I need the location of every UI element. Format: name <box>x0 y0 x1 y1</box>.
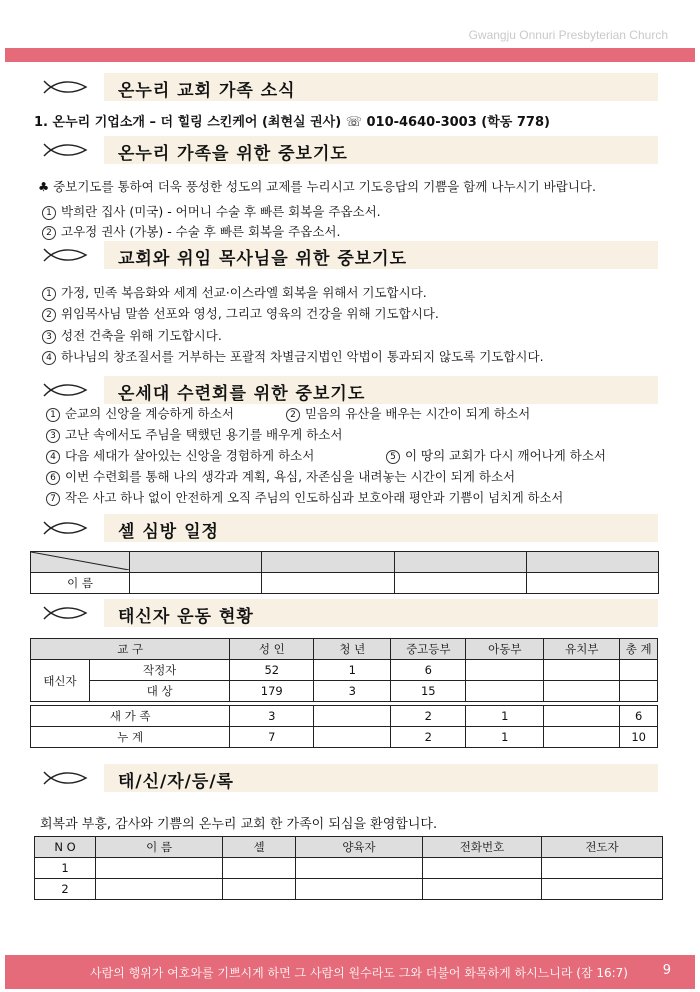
section-header-family-news <box>36 73 658 101</box>
item-number: 1 <box>42 206 56 220</box>
row-label: 누 계 <box>31 727 230 748</box>
table-header-cell <box>262 552 394 573</box>
table-cell <box>262 573 394 594</box>
table-header-cell: 셀 <box>223 837 296 858</box>
table-cell: 52 <box>230 660 314 681</box>
item-number: 4 <box>46 450 60 464</box>
table-header-cell <box>130 552 262 573</box>
phone-cell <box>423 879 542 900</box>
family-prayer-intro: ♣ 중보기도를 통하여 더욱 풍성한 성도의 교제를 누리시고 기도응답의 기쁨을 함께 나누시기 바랍니다. <box>38 179 596 194</box>
item-text: 하나님의 창조질서를 거부하는 포괄적 차별금지법인 악법이 통과되지 않도록 기도합시다. <box>61 349 544 364</box>
church-prayer-item <box>42 326 222 344</box>
cell-cell <box>223 879 296 900</box>
table-cell: 7 <box>230 727 314 748</box>
item-text: 이번 수련회를 통해 나의 생각과 계획, 욕심, 자존심을 내려놓는 시간이 되게 하소서 <box>65 469 516 484</box>
item-number: 2 <box>42 308 56 322</box>
ichthys-fish-icon <box>42 605 88 621</box>
table-header-cell: 중고등부 <box>391 639 466 660</box>
item-number: 3 <box>42 330 56 344</box>
item-number: 2 <box>42 226 56 240</box>
ichthys-fish-icon <box>42 520 88 536</box>
item-text: 믿음의 유산을 배우는 시간이 되게 하소서 <box>305 406 531 421</box>
section-title: 교회와 위임 목사님을 위한 중보기도 <box>118 249 408 269</box>
section-title: 태신자 운동 현황 <box>118 607 254 627</box>
table-cell: 179 <box>230 681 314 702</box>
table-header-cell: 전도자 <box>542 837 663 858</box>
section-title: 태/신/자/등/록 <box>118 772 234 792</box>
item-text: 성전 건축을 위해 기도합시다. <box>61 328 222 343</box>
table-header-cell: 아동부 <box>466 639 544 660</box>
table-cell <box>314 706 391 727</box>
table-cell: 2 <box>391 706 466 727</box>
church-prayer-item <box>42 304 439 322</box>
table-cell <box>314 727 391 748</box>
item-number: 6 <box>46 471 60 485</box>
table-cell: 15 <box>391 681 466 702</box>
table-cell: 1 <box>466 727 544 748</box>
family-news-item: 1. 온누리 기업소개 – 더 힐링 스킨케어 (최현실 권사) ☏ 010-4640-3003 (학동 778) <box>34 115 550 130</box>
name-cell <box>96 858 223 879</box>
table-header-cell: 총 계 <box>620 639 658 660</box>
item-text: 이 땅의 교회가 다시 깨어나게 하소서 <box>405 448 606 463</box>
retreat-prayer-item <box>46 446 314 464</box>
row-label: 대 상 <box>90 681 230 702</box>
table-cell: 1 <box>466 706 544 727</box>
mentor-cell <box>296 879 423 900</box>
church-name: Gwangju Onnuri Presbyterian Church <box>468 28 668 42</box>
evangelist-cell <box>542 858 663 879</box>
family-prayer-item <box>42 202 381 220</box>
item-text: 위임목사님 말씀 선포와 영성, 그리고 영육의 건강을 위해 기도합시다. <box>61 306 439 321</box>
row-number: 1 <box>35 858 96 879</box>
section-header-family-prayer <box>36 136 658 164</box>
welcome-message: 회복과 부흥, 감사와 기쁨의 온누리 교회 한 가족이 되심을 환영합니다. <box>40 817 438 832</box>
table-header-cell <box>526 552 658 573</box>
footer-verse: 사람의 행위가 여호와를 기쁘시게 하면 그 사람의 원수라도 그와 더불어 화목하게 하시느니라 (잠 16:7) <box>90 966 628 980</box>
table-header-cell <box>394 552 526 573</box>
retreat-prayer-item <box>46 425 342 443</box>
table-cell: 3 <box>230 706 314 727</box>
table-cell <box>394 573 526 594</box>
phone-cell <box>423 858 542 879</box>
item-text: 다음 세대가 살아있는 신앙을 경험하게 하소서 <box>65 448 315 463</box>
retreat-prayer-item <box>46 488 563 506</box>
table-cell: 6 <box>391 660 466 681</box>
item-number: 1 <box>42 287 56 301</box>
section-header-retreat-prayer <box>36 376 658 404</box>
row-number: 2 <box>35 879 96 900</box>
item-text: 작은 사고 하나 없이 안전하게 오직 주님의 인도하심과 보호아래 평안과 기쁨이 넘치게 하소서 <box>65 491 564 505</box>
item-number: 2 <box>286 408 300 422</box>
table-cell <box>544 681 620 702</box>
item-number: 1 <box>46 408 60 422</box>
table-cell <box>526 573 658 594</box>
table-cell: 6 <box>620 706 658 727</box>
ichthys-fish-icon <box>42 770 88 786</box>
table-cell <box>466 681 544 702</box>
section-title: 온누리 교회 가족 소식 <box>118 81 296 101</box>
row-label: 이 름 <box>31 573 130 594</box>
ichthys-fish-icon <box>42 79 88 95</box>
group-label: 태신자 <box>31 660 90 702</box>
ichthys-fish-icon <box>42 247 88 263</box>
item-text: 고우정 권사 (가봉) - 수술 후 빠른 회복을 주옵소서. <box>61 224 341 239</box>
table-cell: 2 <box>391 727 466 748</box>
table-cell <box>620 681 658 702</box>
diagonal-line <box>31 552 129 570</box>
row-label: 작정자 <box>90 660 230 681</box>
item-text: 박희란 집사 (미국) - 어머니 수술 후 빠른 회복을 주옵소서. <box>61 204 381 219</box>
table-cell <box>544 727 620 748</box>
table-cell <box>130 573 262 594</box>
section-header-cell-visit <box>36 514 658 542</box>
item-text: 순교의 신앙을 계승하게 하소서 <box>65 406 234 421</box>
footer-bar <box>5 955 695 989</box>
retreat-prayer-item <box>46 404 234 422</box>
ichthys-fish-icon <box>42 382 88 398</box>
table-cell <box>466 660 544 681</box>
table-cell <box>620 660 658 681</box>
retreat-prayer-item <box>46 467 515 485</box>
family-prayer-item <box>42 222 340 240</box>
table-cell <box>544 706 620 727</box>
retreat-prayer-item <box>386 446 606 464</box>
table-header-cell: 유치부 <box>544 639 620 660</box>
cell-cell <box>223 858 296 879</box>
item-number: 7 <box>46 492 60 506</box>
table-cell: 1 <box>314 660 391 681</box>
table-header-cell: 전화번호 <box>423 837 542 858</box>
section-header-church-prayer <box>36 241 658 269</box>
item-number: 4 <box>42 351 56 365</box>
table-header-cell: 이 름 <box>96 837 223 858</box>
table-cell: 3 <box>314 681 391 702</box>
section-title: 셀 심방 일정 <box>118 522 219 542</box>
status-table <box>30 638 658 748</box>
diagonal-header-cell <box>31 552 130 573</box>
table-header-cell: 성 인 <box>230 639 314 660</box>
section-title: 온누리 가족을 위한 중보기도 <box>118 144 348 164</box>
section-header-status <box>36 599 658 627</box>
church-prayer-item <box>42 283 427 301</box>
church-prayer-item <box>42 347 544 365</box>
page-number: 9 <box>662 963 671 978</box>
name-cell <box>96 879 223 900</box>
item-number: 5 <box>386 450 400 464</box>
item-number: 3 <box>46 429 60 443</box>
table-header-cell: 교 구 <box>31 639 230 660</box>
registration-table <box>34 836 663 900</box>
section-header-registration <box>36 764 658 792</box>
table-header-cell: N O <box>35 837 96 858</box>
item-text: 가정, 민족 복음화와 세계 선교·이스라엘 회복을 위해서 기도합시다. <box>61 285 427 300</box>
section-title: 온세대 수련회를 위한 중보기도 <box>118 384 366 404</box>
item-text: 고난 속에서도 주님을 택했던 용기를 배우게 하소서 <box>65 427 343 442</box>
cell-visit-table <box>30 551 659 594</box>
ichthys-fish-icon <box>42 142 88 158</box>
mentor-cell <box>296 858 423 879</box>
evangelist-cell <box>542 879 663 900</box>
retreat-prayer-item <box>286 404 530 422</box>
table-header-cell: 양육자 <box>296 837 423 858</box>
top-accent-bar <box>5 48 695 62</box>
table-cell: 10 <box>620 727 658 748</box>
table-cell <box>544 660 620 681</box>
table-header-cell: 청 년 <box>314 639 391 660</box>
row-label: 새 가 족 <box>31 706 230 727</box>
